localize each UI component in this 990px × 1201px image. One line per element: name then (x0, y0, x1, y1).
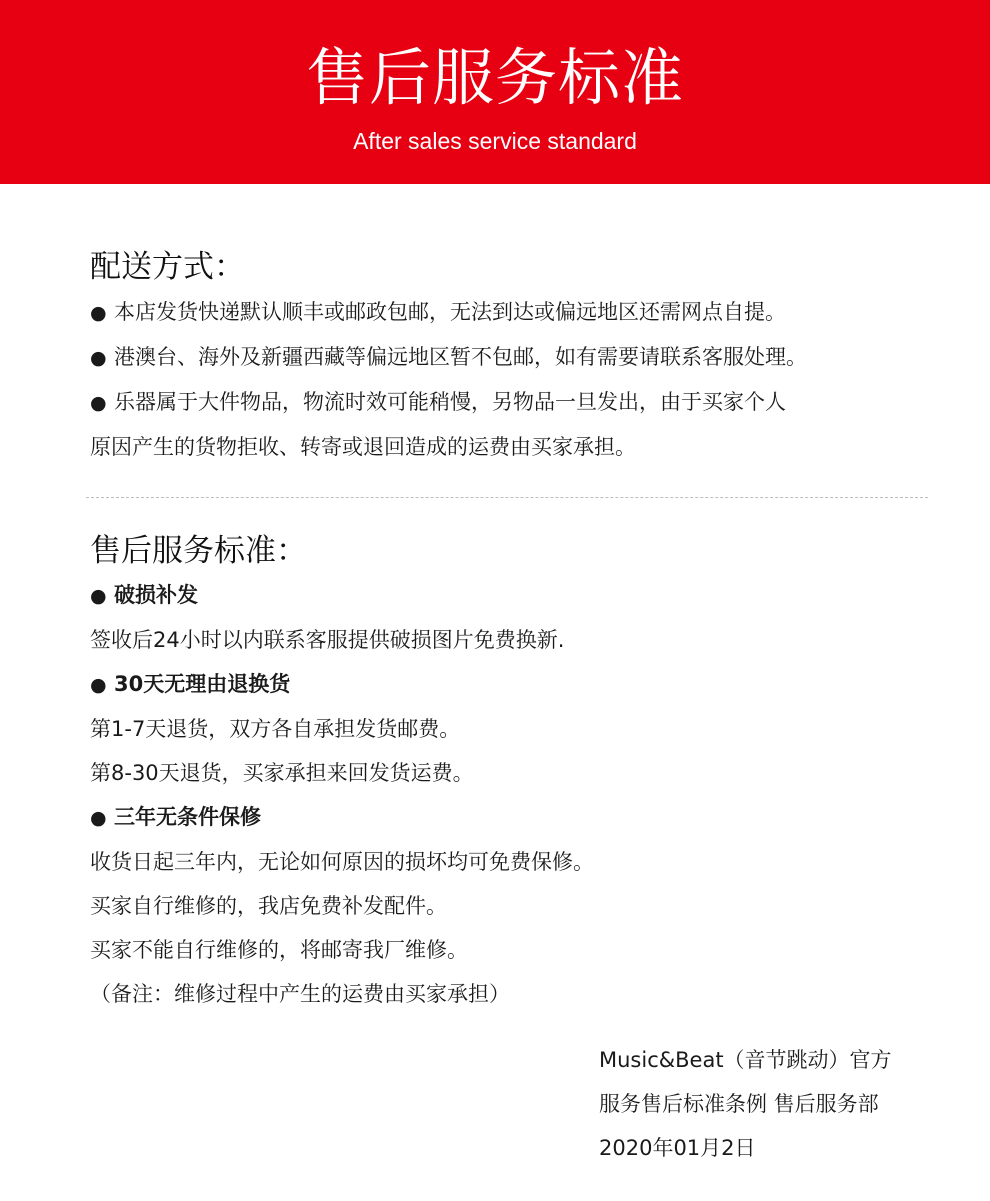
warranty-line: 买家不能自行维修的，将邮寄我厂维修。 (90, 938, 468, 962)
signature-block (599, 1038, 979, 1170)
bullet-icon: ● (90, 302, 107, 324)
delivery-section (90, 246, 940, 469)
returns-line: 第1-7天退货，双方各自承担发货邮费。 (90, 717, 461, 741)
damage-title (90, 573, 940, 618)
damage-title-text: 破损补发 (114, 583, 198, 607)
signature-line: Music&Beat（音节跳动）官方 (599, 1048, 892, 1072)
aftersales-section (90, 530, 940, 1016)
page-title: 售后服务标准 (305, 41, 684, 114)
bullet-icon: ● (90, 585, 107, 607)
returns-title-text: 30天无理由退换货 (114, 672, 291, 696)
delivery-item (90, 290, 940, 335)
warranty-title-text: 三年无条件保修 (114, 805, 261, 829)
warranty-title (90, 795, 940, 840)
warranty-note: （备注：维修过程中产生的运费由买家承担） (90, 982, 510, 1006)
signature-line: 服务售后标准条例 售后服务部 (599, 1092, 879, 1116)
delivery-item-text: 港澳台、海外及新疆西藏等偏远地区暂不包邮，如有需要请联系客服处理。 (114, 345, 807, 369)
bullet-icon: ● (90, 347, 107, 369)
bullet-icon: ● (90, 674, 107, 696)
bullet-icon: ● (90, 392, 107, 414)
warranty-line: 买家自行维修的，我店免费补发配件。 (90, 894, 447, 918)
delivery-item-continued: 原因产生的货物拒收、转寄或退回造成的运费由买家承担。 (90, 435, 636, 459)
delivery-heading: 配送方式： (90, 249, 245, 285)
header-banner (0, 0, 990, 184)
damage-line: 签收后24小时以内联系客服提供破损图片免费换新. (90, 628, 565, 652)
delivery-item (90, 380, 940, 425)
signature-date: 2020年01月2日 (599, 1136, 756, 1160)
delivery-item-text: 乐器属于大件物品，物流时效可能稍慢，另物品一旦发出，由于买家个人 (114, 390, 786, 414)
delivery-item (90, 335, 940, 380)
warranty-line: 收货日起三年内，无论如何原因的损坏均可免费保修。 (90, 850, 594, 874)
aftersales-heading: 售后服务标准： (90, 533, 307, 569)
section-divider (86, 497, 928, 498)
delivery-item-text: 本店发货快递默认顺丰或邮政包邮，无法到达或偏远地区还需网点自提。 (114, 300, 786, 324)
returns-line: 第8-30天退货，买家承担来回发货运费。 (90, 761, 474, 785)
page-subtitle: After sales service standard (353, 128, 637, 154)
bullet-icon: ● (90, 807, 107, 829)
returns-title (90, 662, 940, 707)
